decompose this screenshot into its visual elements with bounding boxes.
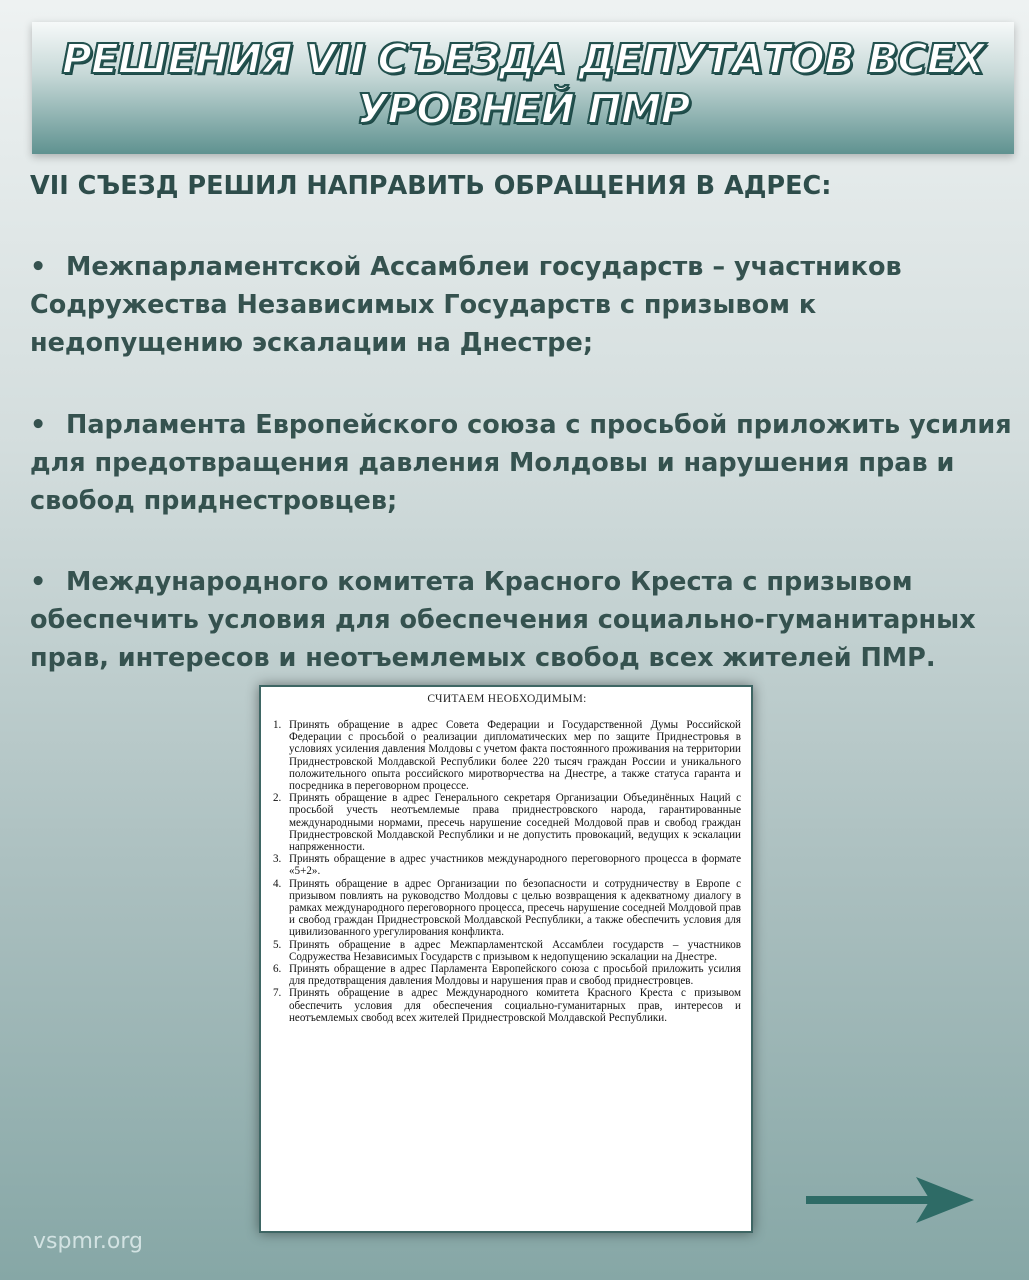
appeal-item-1 — [30, 248, 1020, 362]
document-item-number: 4. — [273, 877, 282, 890]
document-item-text: Принять обращение в адрес Международного комитета Красного Креста с призывом обеспечить условия для обеспечения социально-гуманитарных прав, интересов и неотъемлемых свобод всех жителей Приднестровской Молдавской Республики. — [289, 987, 741, 1024]
document-item-number: 2. — [273, 792, 282, 805]
bullet: • — [30, 252, 47, 282]
document-item — [273, 878, 741, 939]
document-item — [273, 719, 741, 792]
bullet: • — [30, 567, 47, 597]
document-item-number: 6. — [273, 963, 282, 976]
document-item-number: 7. — [273, 987, 282, 1000]
appeal-item-2-text: Парламента Европейского союза с просьбой приложить усилия для предотвращения давления Молдовы и нарушения прав и свобод приднестровцев; — [30, 410, 1012, 516]
document-title: СЧИТАЕМ НЕОБХОДИМЫМ: — [427, 693, 587, 705]
title-line-1: РЕШЕНИЯ VII СЪЕЗДА ДЕПУТАТОВ ВСЕХ — [61, 35, 985, 83]
appeal-item-2 — [30, 406, 1020, 520]
document-item-text: Принять обращение в адрес Организации по безопасности и сотрудничеству в Европе с призывом повлиять на руководство Молдовы с целью возвращения к адекватному диалогу в рамках международного переговорного процесса, пресечь нарушение соседней Молдовой прав и свобод граждан Приднестровской Молдавской Республики, а также обеспечить условия для цивилизованного урегулирования конфликта. — [289, 877, 741, 939]
document-item-number: 1. — [273, 719, 282, 731]
document-item — [273, 987, 741, 1024]
page-title — [32, 34, 1014, 134]
document-item-text: Принять обращение в адрес Межпарламентской Ассамблеи государств – участников Содружества Независимых Государств с призывом к недопущению эскалации на Днестре. — [289, 938, 741, 963]
appeal-item-3-text: Международного комитета Красного Креста с призывом обеспечить условия для обеспечения социально-гуманитарных прав, интересов и неотъемлемых свобод всех жителей ПМР. — [30, 567, 976, 673]
arrow-right-icon[interactable] — [804, 1175, 976, 1225]
document-item — [273, 792, 741, 853]
document-item — [273, 963, 741, 987]
document-item-text: Принять обращение в адрес Генерального секретаря Организации Объединённых Наций с просьбой учесть неотъемлемые права приднестровского народа, гарантированные международными нормами, пресечь нарушение соседней Молдовой прав и свобод граждан Приднестровской Молдавской Республики и не допустить провокаций, ведущих к эскалации напряженности. — [289, 792, 741, 854]
document-scan — [259, 685, 753, 1233]
lead-heading: VII СЪЕЗД РЕШИЛ НАПРАВИТЬ ОБРАЩЕНИЯ В АДРЕС: — [30, 171, 832, 201]
appeal-item-1-text: Межпарламентской Ассамблеи государств – участников Содружества Независимых Государств с призывом к недопущению эскалации на Днестре; — [30, 252, 902, 358]
document-item — [273, 853, 741, 877]
document-item-text: Принять обращение в адрес Парламента Европейского союза с просьбой приложить усилия для предотвращения давления Молдовы и нарушения прав и свобод приднестровцев. — [289, 963, 741, 988]
appeal-item-3 — [30, 563, 1020, 677]
arrow-shaft — [806, 1196, 936, 1204]
document-item-number: 3. — [273, 853, 282, 866]
title-line-2: УРОВНЕЙ ПМР — [356, 85, 690, 133]
bullet: • — [30, 410, 47, 440]
document-item-number: 5. — [273, 938, 282, 951]
document-item-text: Принять обращение в адрес Совета Федерации и Государственной Думы Российской Федерации с просьбой о реализации дипломатических мер по защите Приднестровья в условиях усиления давления Молдовы с учетом факта постоянного проживания на территории Приднестровской Молдавской Республики более 220 тысяч граждан России и уникального положительного опыта российского миротворчества на Днестре, а также статуса гаранта и посредника в переговорном процессе. — [289, 719, 741, 793]
document-item — [273, 939, 741, 963]
site-watermark: vspmr.org — [33, 1229, 143, 1254]
document-item-text: Принять обращение в адрес участников международного переговорного процесса в формате «5+2». — [289, 853, 741, 878]
